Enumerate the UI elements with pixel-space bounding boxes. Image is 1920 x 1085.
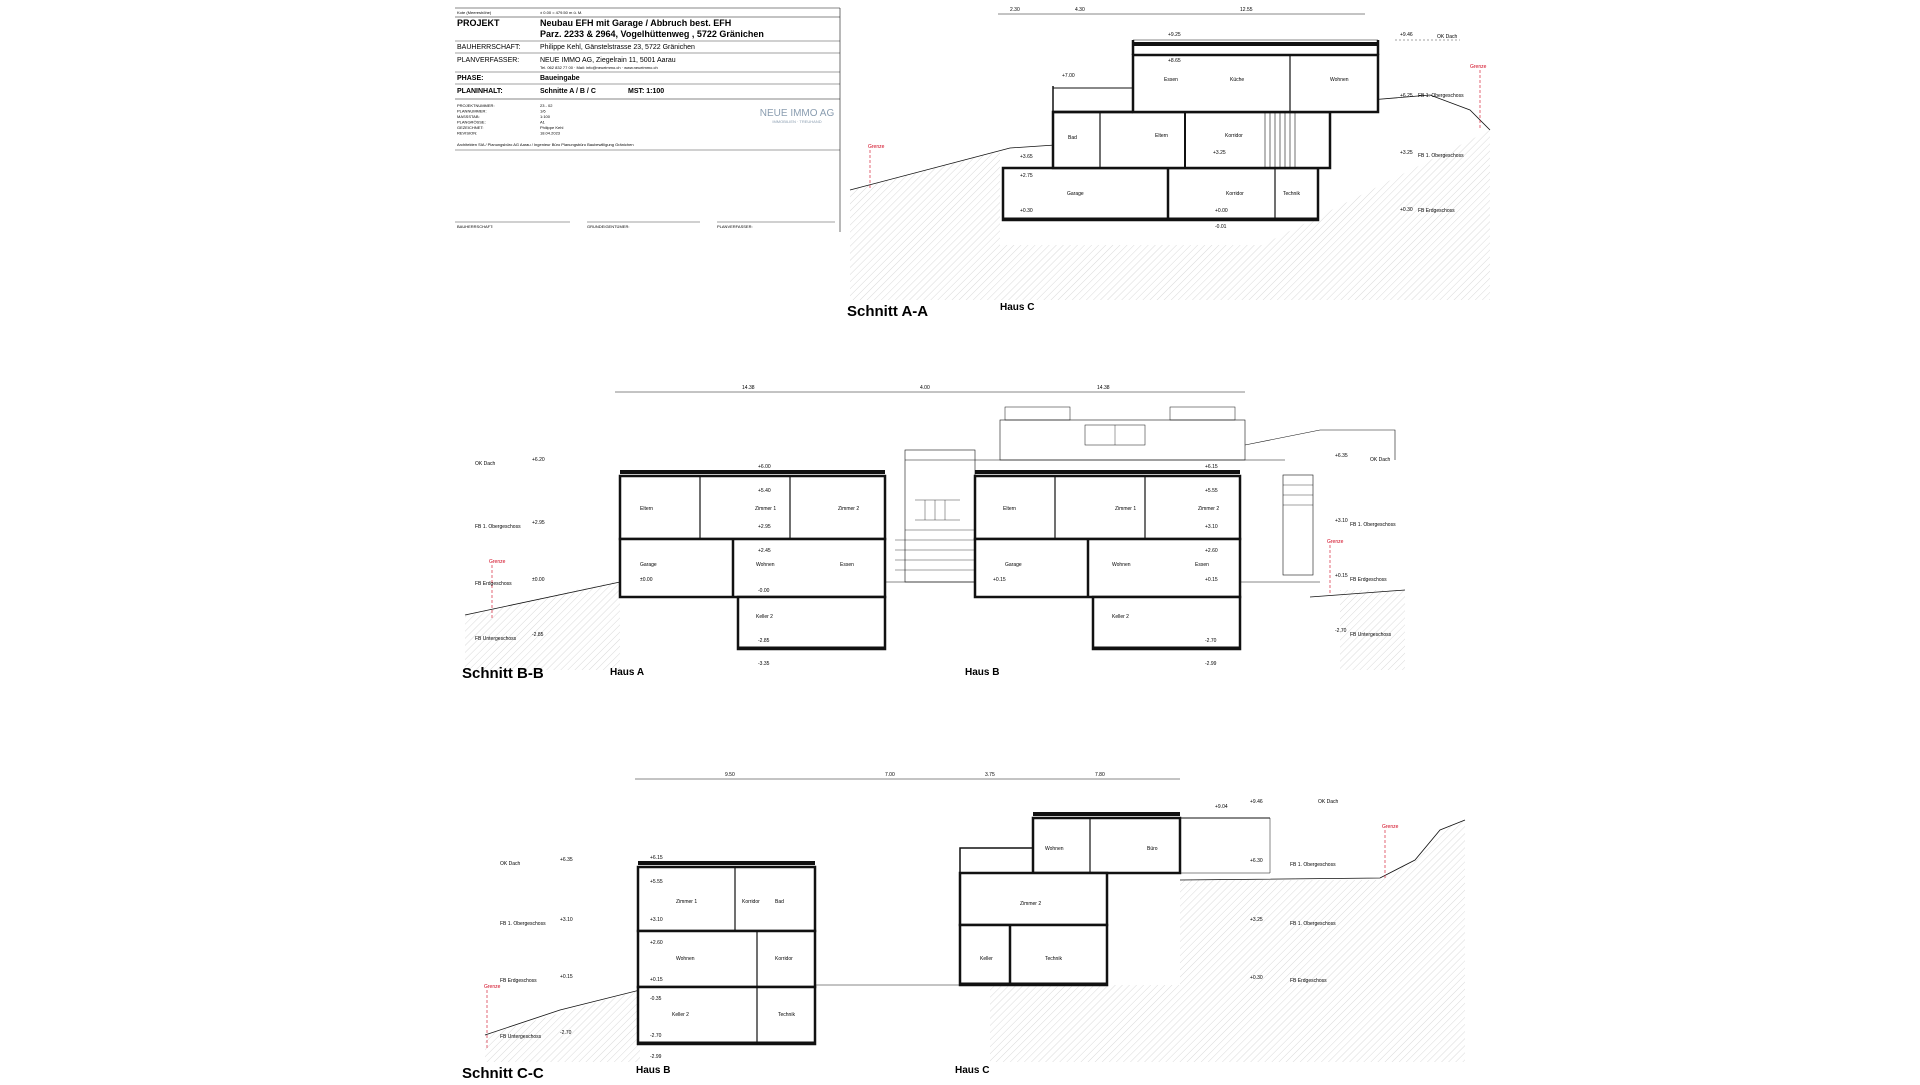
b-a-room-garage: Garage [640, 562, 657, 568]
mst-value: MST: 1:100 [628, 88, 665, 95]
b-left-name-1: OK Dach [475, 461, 496, 467]
c-b-room-wohnen: Wohnen [676, 956, 695, 962]
meta-rows [457, 103, 563, 136]
a-room-eltern: Eltern [1155, 133, 1169, 139]
c-left-tag-2: +3.10 [560, 917, 573, 923]
haus-b [975, 464, 1240, 667]
b-a-level-6: -0.00 [758, 588, 770, 594]
b-b-room-essen: Essen [1195, 562, 1209, 568]
section-b-b [462, 385, 1405, 682]
meta-value: A1 [540, 119, 545, 125]
a-level-6: +3.25 [1213, 150, 1226, 156]
b-a-room-wohnen: Wohnen [756, 562, 775, 568]
a-room-wohnen: Wohnen [1330, 77, 1349, 83]
b-right-name-2: FB 1. Obergeschoss [1350, 522, 1396, 528]
a-tag-eg: +3.25 [1400, 150, 1413, 156]
footnote: Architekten SIA / Planungsbüro AG Aarau / Ingenieur Büro Planungsbüro Baubewilligung Gränichen [457, 142, 634, 147]
projekt-line1: Neubau EFH mit Garage / Abbruch best. EFH [540, 18, 732, 28]
c-right-name-1: OK Dach [1318, 799, 1339, 805]
meta-label: REVISION: [457, 130, 478, 136]
b-a-level-3: +2.95 [758, 524, 771, 530]
projekt-label: PROJEKT [457, 18, 500, 28]
b-a-room-eltern: Eltern [640, 506, 654, 512]
b-b-level-6: +0.15 [1205, 577, 1218, 583]
b-a-room-keller2: Keller 2 [756, 614, 773, 620]
b-a-level-5: ±0.00 [640, 577, 653, 583]
meta-label: PROJEKTNUMMER: [457, 103, 495, 108]
b-a-room-zimmer2: Zimmer 2 [838, 506, 860, 512]
phase-value: Baueingabe [540, 75, 580, 82]
a-floor-eg [1053, 112, 1330, 168]
b-a-level-2: +5.40 [758, 488, 771, 494]
b-right-tag-2: +3.10 [1335, 518, 1348, 524]
b-right-tag-4: -2.70 [1335, 628, 1347, 634]
c-c-room-buero: Büro [1147, 846, 1158, 852]
section-a-a [847, 7, 1490, 320]
a-floor-ug [1003, 168, 1318, 220]
c-left-tag-3: +0.15 [560, 974, 573, 980]
b-title: Schnitt B-B [462, 665, 544, 682]
a-grenze-left: Grenze [868, 144, 885, 150]
a-room-korridor-ug: Korridor [1226, 191, 1244, 197]
b-haus-a: Haus A [610, 667, 645, 678]
b-a-level-8: -3.35 [758, 661, 770, 667]
b-right-tag-3: +0.15 [1335, 573, 1348, 579]
c-haus-b-label: Haus B [636, 1065, 671, 1076]
c-c-room-keller: Keller [980, 956, 993, 962]
c-b-level-2: +5.55 [650, 879, 663, 885]
c-b-room-technik: Technik [778, 1012, 795, 1018]
a-room-kueche: Küche [1230, 77, 1245, 83]
c-left-name-2: FB 1. Obergeschoss [500, 921, 546, 927]
c-c-room-wohnen: Wohnen [1045, 846, 1064, 852]
b-left-name-3: FB Erdgeschoss [475, 581, 512, 587]
title-block [455, 8, 840, 232]
c-left-name-1: OK Dach [500, 861, 521, 867]
c-right-name-4: FB Erdgeschoss [1290, 978, 1327, 984]
b-b-room-zimmer2: Zimmer 2 [1198, 506, 1220, 512]
c-c-room-zimmer2: Zimmer 2 [1020, 901, 1042, 907]
meta-value: 1/6 [540, 108, 546, 114]
c-b-level-5: +0.15 [650, 977, 663, 983]
a-level-5: +2.75 [1020, 173, 1033, 179]
c-c-level-3: +6.30 [1250, 858, 1263, 864]
c-dim-1: 9.50 [725, 772, 735, 778]
c-haus-b [638, 855, 815, 1060]
b-a-room-zimmer1: Zimmer 1 [755, 506, 777, 512]
b-dim-3: 14.38 [1097, 385, 1110, 391]
b-right-tag-1: +6.35 [1335, 453, 1348, 459]
b-grenze-left: Grenze [489, 559, 506, 565]
a-level-3: +7.00 [1062, 73, 1075, 79]
c-b-level-7: -2.70 [650, 1033, 662, 1039]
projekt-line2: Parz. 2233 & 2964, Vogelhüttenweg , 5722 Gränichen [540, 29, 764, 39]
a-room-essen: Essen [1164, 77, 1178, 83]
c-grenze-left: Grenze [484, 984, 501, 990]
planverf-value: NEUE IMMO AG, Ziegelrain 11, 5001 Aarau [540, 57, 676, 64]
b-right-name-3: FB Erdgeschoss [1350, 577, 1387, 583]
a-title: Schnitt A-A [847, 303, 929, 320]
notes-value: ± 0.00 = 479.50 m ü. M. [540, 10, 583, 15]
inhalt-value: Schnitte A / B / C [540, 88, 596, 95]
c-b-level-8: -2.99 [650, 1054, 662, 1060]
c-title: Schnitt C-C [462, 1065, 544, 1080]
a-level-9: -0.01 [1215, 224, 1227, 230]
a-room-korridor-eg: Korridor [1225, 133, 1243, 139]
b-a-level-1: +6.00 [758, 464, 771, 470]
c-b-level-6: -0.35 [650, 996, 662, 1002]
sign-planverfasser: PLANVERFASSER: [717, 224, 753, 229]
c-left-tag-1: +6.35 [560, 857, 573, 863]
terrain-b [465, 580, 1405, 670]
meta-label: MASSSTAB: [457, 114, 480, 119]
a-level-8: +0.00 [1215, 208, 1228, 214]
c-left-name-4: FB Untergeschoss [500, 1034, 542, 1040]
b-left-tag-1: +6.20 [532, 457, 545, 463]
a-dim-1: 2.30 [1010, 7, 1020, 13]
a-level-7: +0.30 [1020, 208, 1033, 214]
meta-value: 18.04.2023 [540, 130, 561, 136]
a-level-1: +9.25 [1168, 32, 1181, 38]
a-room-bad: Bad [1068, 135, 1077, 141]
a-name-og: FB 1. Obergeschoss [1418, 93, 1464, 99]
b-b-room-wohnen: Wohnen [1112, 562, 1131, 568]
b-b-room-zimmer1: Zimmer 1 [1115, 506, 1137, 512]
planverf-label: PLANVERFASSER: [457, 57, 520, 64]
c-right-name-2: FB 1. Obergeschoss [1290, 862, 1336, 868]
c-grenze-right: Grenze [1382, 824, 1399, 830]
haus-a [620, 464, 885, 667]
c-dim-3: 3.75 [985, 772, 995, 778]
c-left-tag-4: -2.70 [560, 1030, 572, 1036]
meta-label: PLANGRÖSSE: [457, 119, 486, 125]
a-room-garage: Garage [1067, 191, 1084, 197]
notes-label: Kote (Meereshöhe) [457, 10, 492, 15]
b-left-name-4: FB Untergeschoss [475, 636, 517, 642]
company-logo: NEUE IMMO AG [759, 108, 835, 119]
b-b-room-garage: Garage [1005, 562, 1022, 568]
a-tag-dach: +9.46 [1400, 32, 1413, 38]
b-left-tag-3: ±0.00 [532, 577, 545, 583]
b-b-level-1: +6.15 [1205, 464, 1218, 470]
b-grenze-right: Grenze [1327, 539, 1344, 545]
meta-value: 23 - 02 [540, 103, 553, 108]
inhalt-label: PLANINHALT: [457, 88, 503, 95]
c-dim-2: 7.00 [885, 772, 895, 778]
section-c-c [462, 772, 1465, 1080]
bauherr-label: BAUHERRSCHAFT: [457, 44, 521, 51]
a-level-4: +3.65 [1020, 154, 1033, 160]
c-left-name-3: FB Erdgeschoss [500, 978, 537, 984]
b-dim-2: 4.00 [920, 385, 930, 391]
c-haus-c-label: Haus C [955, 1065, 990, 1076]
c-dim-4: 7.80 [1095, 772, 1105, 778]
c-c-level-1: +9.04 [1215, 804, 1228, 810]
c-b-level-3: +3.10 [650, 917, 663, 923]
c-c-level-5: +0.30 [1250, 975, 1263, 981]
meta-value: Philippe Kehl [540, 125, 564, 130]
c-b-room-keller2: Keller 2 [672, 1012, 689, 1018]
b-haus-b: Haus B [965, 667, 1000, 678]
a-dim-2: 4.30 [1075, 7, 1085, 13]
b-left-tag-4: -2.85 [532, 632, 544, 638]
b-b-level-5: +0.15 [993, 577, 1006, 583]
a-name-eg: FB 1. Obergeschoss [1418, 153, 1464, 159]
b-left-tag-2: +2.95 [532, 520, 545, 526]
a-name-ug: FB Erdgeschoss [1418, 208, 1455, 214]
b-b-level-3: +3.10 [1205, 524, 1218, 530]
b-a-level-4: +2.45 [758, 548, 771, 554]
phase-label: PHASE: [457, 75, 484, 82]
c-b-level-4: +2.60 [650, 940, 663, 946]
b-b-level-7: -2.70 [1205, 638, 1217, 644]
b-b-room-keller2: Keller 2 [1112, 614, 1129, 620]
a-grenze-right: Grenze [1470, 64, 1487, 70]
b-left-name-2: FB 1. Obergeschoss [475, 524, 521, 530]
meta-label: GEZEICHNET: [457, 125, 484, 130]
b-b-level-8: -2.99 [1205, 661, 1217, 667]
sign-grundeigentuemer: GRUNDEIGENTÜMER: [587, 224, 630, 229]
sign-bauherr: BAUHERRSCHAFT: [457, 224, 494, 229]
c-b-room-korridor-eg: Korridor [775, 956, 793, 962]
b-b-level-2: +5.55 [1205, 488, 1218, 494]
b-b-room-eltern: Eltern [1003, 506, 1017, 512]
c-c-room-technik: Technik [1045, 956, 1062, 962]
c-b-level-1: +6.15 [650, 855, 663, 861]
c-c-level-4: +3.25 [1250, 917, 1263, 923]
c-b-room-zimmer1: Zimmer 1 [676, 899, 698, 905]
a-level-2: +8.65 [1168, 58, 1181, 64]
a-tag-og: +6.25 [1400, 93, 1413, 99]
b-dim-1: 14.38 [742, 385, 755, 391]
a-room-technik: Technik [1283, 191, 1300, 197]
b-right-name-1: OK Dach [1370, 457, 1391, 463]
meta-label: PLANNUMMER: [457, 108, 487, 114]
c-b-room-bad: Bad [775, 899, 784, 905]
a-haus: Haus C [1000, 302, 1035, 313]
b-a-room-essen: Essen [840, 562, 854, 568]
b-a-level-7: -2.85 [758, 638, 770, 644]
c-c-level-2: +9.46 [1250, 799, 1263, 805]
b-right-name-4: FB Untergeschoss [1350, 632, 1392, 638]
a-name-dach: OK Dach [1437, 34, 1458, 40]
company-logo-sub: IMMOBILIEN · TREUHAND [772, 119, 822, 124]
planverf-contact: Tel. 062 832 77 00 · Mail: info@neueimmo.ch · www.neueimmo.ch [540, 65, 658, 70]
c-b-room-korridor-og: Korridor [742, 899, 760, 905]
a-dim-3: 12.55 [1240, 7, 1253, 13]
bauherr-value: Philippe Kehl, Gänstelstrasse 23, 5722 Gränichen [540, 44, 695, 51]
b-b-level-4: +2.60 [1205, 548, 1218, 554]
c-right-name-3: FB 1. Obergeschoss [1290, 921, 1336, 927]
a-tag-ug: +0.30 [1400, 207, 1413, 213]
meta-value: 1:100 [540, 114, 551, 119]
